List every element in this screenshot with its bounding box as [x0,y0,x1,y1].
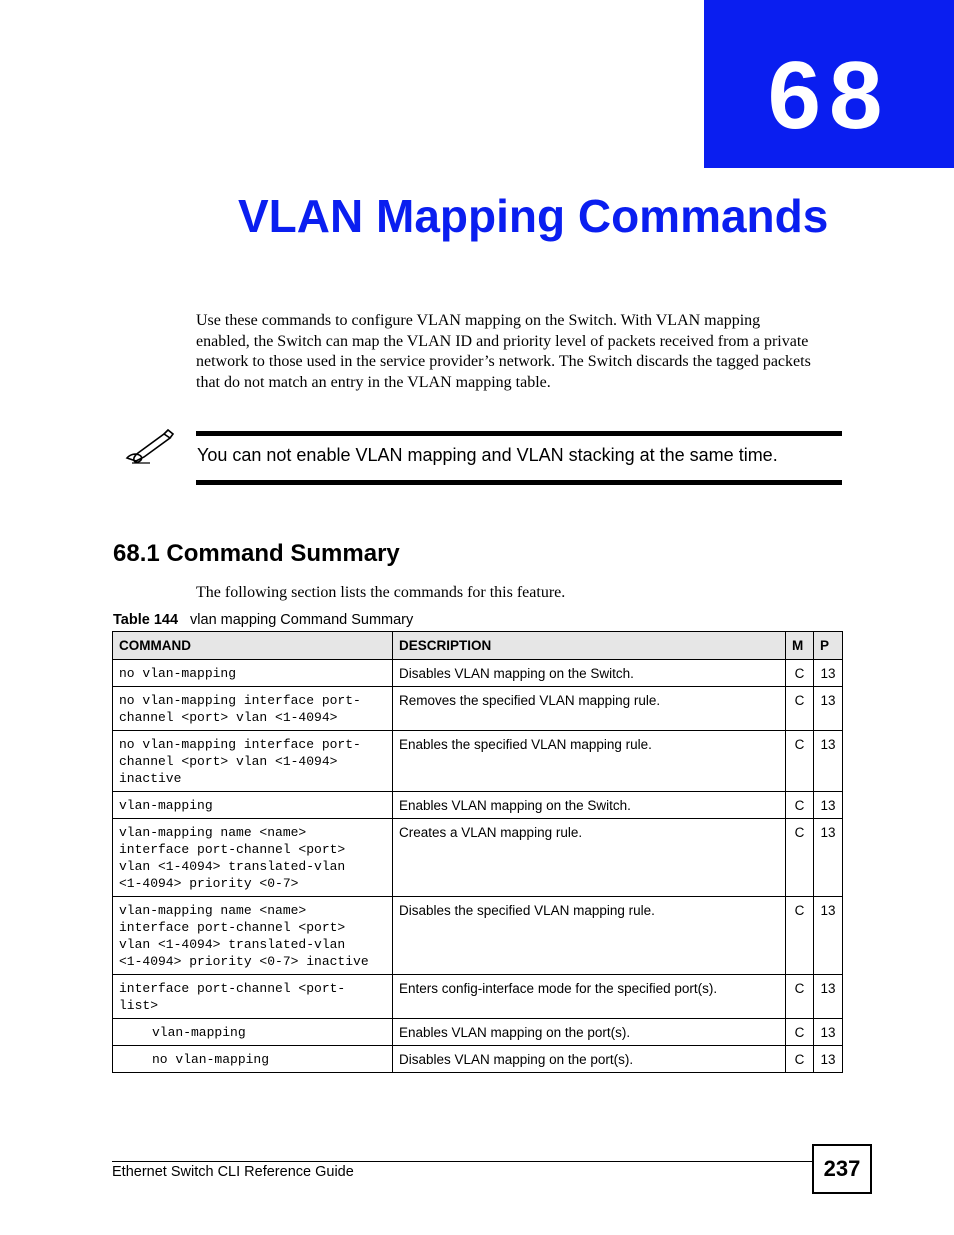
mode-cell: C [786,1046,814,1073]
intro-paragraph: Use these commands to configure VLAN mapping on the Switch. With VLAN mapping enabled, the Switch can map the VLAN ID and priority level of packets received from a private network to those used in the service provider’s network. The Switch discards the tagged packets that do not match an entry in the VLAN mapping table. [196,312,811,391]
table-caption-label: Table 144 [113,612,179,628]
header-description: DESCRIPTION [393,632,786,660]
table-header-row [113,632,843,660]
page-number: 237 [812,1144,872,1194]
mode-cell: C [786,792,814,819]
privilege-cell: 13 [814,687,843,731]
table-row [113,897,843,975]
privilege-cell: 13 [814,660,843,687]
pen-note-icon [124,428,174,466]
description-cell: Enters config-interface mode for the specified port(s). [393,975,786,1019]
mode-cell: C [786,731,814,792]
note-text: You can not enable VLAN mapping and VLAN stacking at the same time. [197,445,778,465]
privilege-cell: 13 [814,819,843,897]
chapter-number: 68 [767,42,891,149]
mode-cell: C [786,687,814,731]
command-cell: interface port-channel <port- list> [113,975,393,1019]
note-bottom-rule [196,480,842,485]
description-cell: Disables VLAN mapping on the Switch. [393,660,786,687]
table-row [113,660,843,687]
privilege-cell: 13 [814,897,843,975]
command-cell: vlan-mapping name <name> interface port-channel <port> vlan <1-4094> translated-vlan <1-4094> priority <0-7> inactive [113,897,393,975]
mode-cell: C [786,975,814,1019]
table-row [113,687,843,731]
footer-guide-title: Ethernet Switch CLI Reference Guide [112,1164,354,1180]
note-top-rule [196,431,842,436]
table-row [113,1046,843,1073]
table-row [113,819,843,897]
description-cell: Creates a VLAN mapping rule. [393,819,786,897]
command-cell: no vlan-mapping [113,1046,393,1073]
chapter-number-box [704,0,954,168]
mode-cell: C [786,819,814,897]
command-cell: vlan-mapping [113,1019,393,1046]
mode-cell: C [786,1019,814,1046]
description-cell: Enables VLAN mapping on the port(s). [393,1019,786,1046]
command-cell: vlan-mapping [113,792,393,819]
header-command: COMMAND [113,632,393,660]
command-cell: no vlan-mapping interface port- channel <port> vlan <1-4094> [113,687,393,731]
privilege-cell: 13 [814,1046,843,1073]
table-caption-text: vlan mapping Command Summary [190,612,414,628]
privilege-cell: 13 [814,792,843,819]
description-cell: Removes the specified VLAN mapping rule. [393,687,786,731]
chapter-title: VLAN Mapping Commands [238,190,829,242]
footer-rule [112,1161,812,1162]
mode-cell: C [786,660,814,687]
command-cell: no vlan-mapping interface port- channel <port> vlan <1-4094> inactive [113,731,393,792]
privilege-cell: 13 [814,1019,843,1046]
command-summary-table [112,631,843,1073]
description-cell: Disables the specified VLAN mapping rule. [393,897,786,975]
table-row [113,792,843,819]
command-cell: no vlan-mapping [113,660,393,687]
description-cell: Disables VLAN mapping on the port(s). [393,1046,786,1073]
command-cell: vlan-mapping name <name> interface port-channel <port> vlan <1-4094> translated-vlan <1-4094> priority <0-7> [113,819,393,897]
table-row [113,1019,843,1046]
table-caption [113,611,413,629]
mode-cell: C [786,897,814,975]
privilege-cell: 13 [814,975,843,1019]
section-intro: The following section lists the commands for this feature. [196,584,566,601]
header-p: P [814,632,843,660]
description-cell: Enables VLAN mapping on the Switch. [393,792,786,819]
section-heading: 68.1 Command Summary [113,540,400,567]
privilege-cell: 13 [814,731,843,792]
header-m: M [786,632,814,660]
table-row [113,975,843,1019]
description-cell: Enables the specified VLAN mapping rule. [393,731,786,792]
table-row [113,731,843,792]
